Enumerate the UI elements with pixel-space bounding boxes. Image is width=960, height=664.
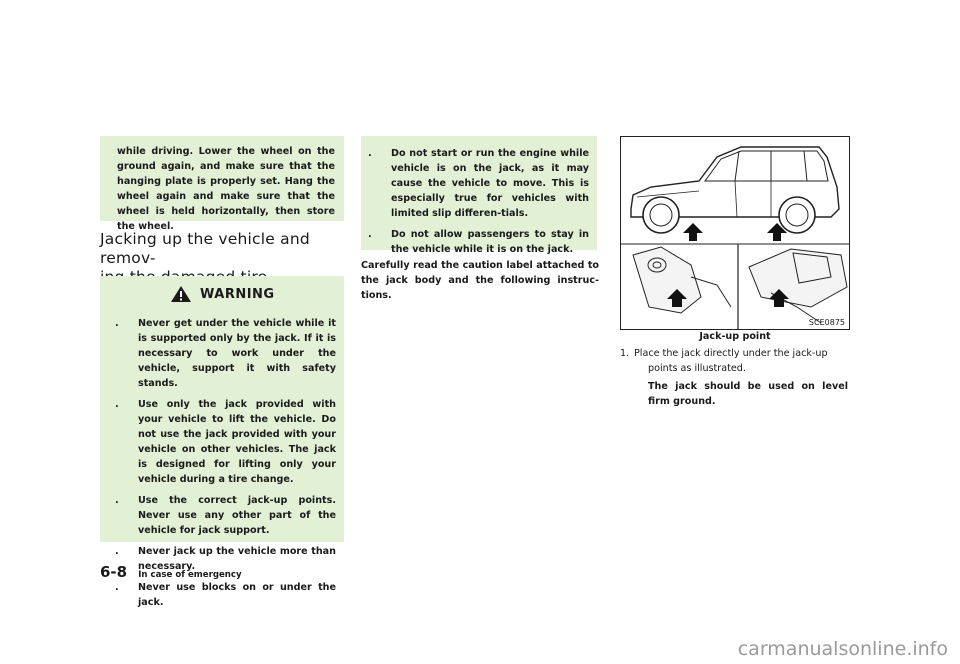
bullet-dot: . (115, 495, 119, 506)
warning-header (170, 285, 320, 305)
section-heading-line1: Jacking up the vehicle and remov- (100, 230, 310, 267)
jack-up-figure (620, 136, 850, 330)
bullet-dot: . (115, 399, 119, 410)
warning-item-text: Do not start or run the engine while vehicle is on the jack, as it may cause the vehicle to move. This is especially true for vehicles with limited slip differen-tials. (391, 148, 589, 219)
bullet-dot: . (368, 148, 372, 159)
bullet-dot: . (115, 582, 119, 593)
warning-item-text: Never jack up the vehicle more than necessary. (138, 546, 336, 572)
warning-triangle-icon (170, 285, 192, 303)
page-number: 6-8 (100, 563, 128, 581)
watermark: carmanualsonline.info (737, 638, 948, 660)
warning-item (365, 146, 589, 221)
caution-instruction-text: Carefully read the caution label attached to the jack body and the following instruc-tions. (361, 260, 599, 301)
warning-item (112, 316, 336, 391)
warning-box-middle (361, 136, 597, 255)
warning-item-text: Use the correct jack-up points. Never use any other part of the vehicle for jack support. (138, 495, 336, 536)
section-label: In case of emergency (138, 570, 242, 580)
warning-list-middle (365, 146, 589, 263)
warning-item-text: Use only the jack provided with your vehicle to lift the vehicle. Do not use the jack provided with your vehicle on other vehicles. The jack is designed for lifting only your vehicle during a tire change. (138, 399, 336, 485)
bullet-dot: . (115, 546, 119, 557)
step-text-line1: Place the jack directly under the jack-up (634, 348, 828, 359)
step-text-line2: points as illustrated. (648, 363, 746, 374)
warning-item-text: Do not allow passengers to stay in the vehicle while it is on the jack. (391, 229, 589, 255)
page-footer (100, 562, 360, 581)
figure-code: SCE0875 (808, 318, 845, 327)
warning-item (112, 580, 336, 610)
warning-item-text: Never get under the vehicle while it is supported only by the jack. If it is necessary to work under the vehicle, support it with safety stands. (138, 318, 336, 389)
warning-item (112, 397, 336, 487)
warning-item (365, 227, 589, 257)
step-number: 1. (620, 348, 630, 359)
warning-item-text: Never use blocks on or under the jack. (138, 582, 336, 608)
vehicle-illustration (621, 137, 849, 329)
continued-warning-text: while driving. Lower the wheel on the ground again, and make sure that the hanging plate is properly set. Hang the wheel again and make sure that the wheel is held horizontally, then store the wheel. (117, 146, 335, 232)
step-note: The jack should be used on level firm ground. (648, 381, 848, 407)
warning-item (112, 493, 336, 538)
bullet-dot: . (115, 318, 119, 329)
warning-title: WARNING (200, 287, 275, 302)
continued-warning-box (100, 136, 344, 232)
figure-caption: Jack-up point (699, 331, 771, 342)
bullet-dot: . (368, 229, 372, 240)
